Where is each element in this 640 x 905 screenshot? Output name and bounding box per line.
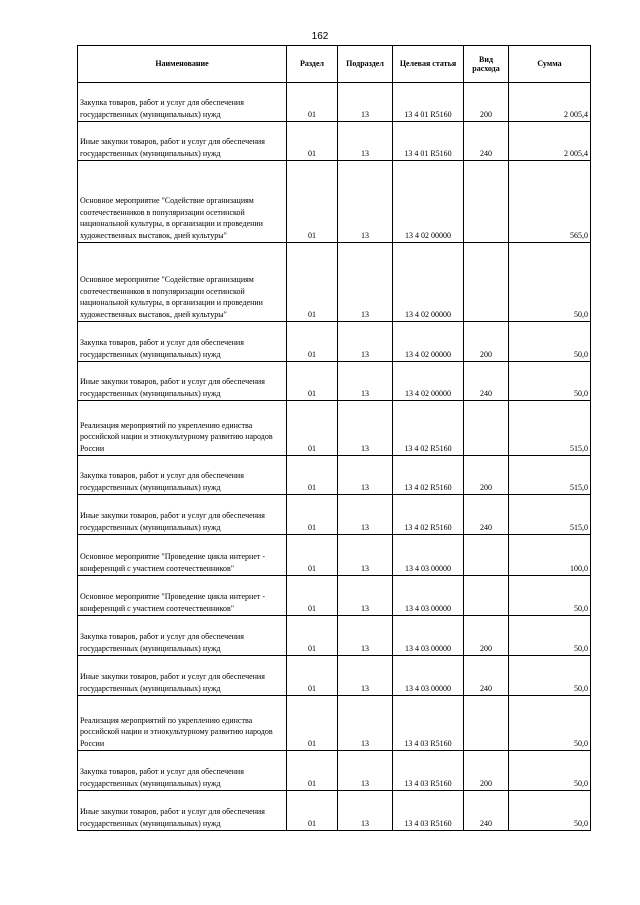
table-row bbox=[78, 791, 591, 831]
cell-expense: 240 bbox=[464, 791, 509, 831]
cell-target: 13 4 02 R5160 bbox=[393, 495, 464, 535]
cell-name: Закупка товаров, работ и услуг для обеспечения государственных (муниципальных) нужд bbox=[78, 616, 287, 656]
cell-name: Закупка товаров, работ и услуг для обеспечения государственных (муниципальных) нужд bbox=[78, 751, 287, 791]
cell-subsection: 13 bbox=[338, 616, 393, 656]
cell-target: 13 4 02 00000 bbox=[393, 161, 464, 243]
cell-sum: 50,0 bbox=[509, 751, 591, 791]
cell-subsection: 13 bbox=[338, 751, 393, 791]
cell-subsection: 13 bbox=[338, 243, 393, 322]
cell-expense: 200 bbox=[464, 616, 509, 656]
cell-section: 01 bbox=[287, 122, 338, 161]
cell-section: 01 bbox=[287, 243, 338, 322]
cell-sum: 2 005,4 bbox=[509, 83, 591, 122]
cell-section: 01 bbox=[287, 495, 338, 535]
cell-target: 13 4 01 R5160 bbox=[393, 122, 464, 161]
cell-section: 01 bbox=[287, 362, 338, 401]
cell-target: 13 4 03 00000 bbox=[393, 656, 464, 696]
cell-section: 01 bbox=[287, 83, 338, 122]
cell-target: 13 4 03 R5160 bbox=[393, 791, 464, 831]
cell-subsection: 13 bbox=[338, 791, 393, 831]
budget-table bbox=[77, 45, 591, 831]
cell-subsection: 13 bbox=[338, 83, 393, 122]
cell-sum: 50,0 bbox=[509, 322, 591, 362]
cell-target: 13 4 02 00000 bbox=[393, 322, 464, 362]
table-row bbox=[78, 495, 591, 535]
cell-target: 13 4 01 R5160 bbox=[393, 83, 464, 122]
cell-sum: 50,0 bbox=[509, 576, 591, 616]
table-row bbox=[78, 243, 591, 322]
cell-target: 13 4 03 00000 bbox=[393, 576, 464, 616]
cell-name: Реализация мероприятий по укреплению единства российской нации и этнокультурному развитию народов России bbox=[78, 401, 287, 456]
table-row bbox=[78, 161, 591, 243]
cell-section: 01 bbox=[287, 751, 338, 791]
cell-name: Реализация мероприятий по укреплению единства российской нации и этнокультурному развитию народов России bbox=[78, 696, 287, 751]
cell-section: 01 bbox=[287, 616, 338, 656]
cell-subsection: 13 bbox=[338, 322, 393, 362]
cell-subsection: 13 bbox=[338, 122, 393, 161]
table-row bbox=[78, 616, 591, 656]
table-row bbox=[78, 122, 591, 161]
header-target: Целевая статья bbox=[393, 46, 464, 83]
cell-sum: 50,0 bbox=[509, 696, 591, 751]
cell-section: 01 bbox=[287, 161, 338, 243]
cell-expense: 200 bbox=[464, 456, 509, 495]
cell-target: 13 4 03 R5160 bbox=[393, 751, 464, 791]
cell-subsection: 13 bbox=[338, 696, 393, 751]
cell-expense: 240 bbox=[464, 656, 509, 696]
cell-expense: 240 bbox=[464, 362, 509, 401]
table-row bbox=[78, 535, 591, 576]
table-row bbox=[78, 751, 591, 791]
table-row bbox=[78, 362, 591, 401]
cell-subsection: 13 bbox=[338, 456, 393, 495]
cell-name: Иные закупки товаров, работ и услуг для обеспечения государственных (муниципальных) нужд bbox=[78, 495, 287, 535]
cell-sum: 2 005,4 bbox=[509, 122, 591, 161]
cell-section: 01 bbox=[287, 696, 338, 751]
cell-name: Иные закупки товаров, работ и услуг для обеспечения государственных (муниципальных) нужд bbox=[78, 362, 287, 401]
cell-target: 13 4 03 00000 bbox=[393, 535, 464, 576]
cell-section: 01 bbox=[287, 535, 338, 576]
cell-name: Иные закупки товаров, работ и услуг для обеспечения государственных (муниципальных) нужд bbox=[78, 122, 287, 161]
cell-expense bbox=[464, 243, 509, 322]
header-row bbox=[78, 46, 591, 83]
cell-target: 13 4 03 R5160 bbox=[393, 696, 464, 751]
cell-sum: 565,0 bbox=[509, 161, 591, 243]
cell-sum: 50,0 bbox=[509, 616, 591, 656]
cell-sum: 50,0 bbox=[509, 791, 591, 831]
cell-sum: 50,0 bbox=[509, 656, 591, 696]
cell-subsection: 13 bbox=[338, 161, 393, 243]
header-expense: Вид расхода bbox=[464, 46, 509, 83]
table-row bbox=[78, 696, 591, 751]
cell-target: 13 4 02 00000 bbox=[393, 362, 464, 401]
cell-subsection: 13 bbox=[338, 576, 393, 616]
header-sum: Сумма bbox=[509, 46, 591, 83]
cell-section: 01 bbox=[287, 456, 338, 495]
header-name: Наименование bbox=[78, 46, 287, 83]
cell-name: Основное мероприятие "Содействие организациям соотечественников в популяризации осетинской национальной культуры, в организации и проведении художественных выставок, дней культуры" bbox=[78, 161, 287, 243]
cell-sum: 50,0 bbox=[509, 362, 591, 401]
table-row bbox=[78, 576, 591, 616]
cell-expense bbox=[464, 401, 509, 456]
cell-section: 01 bbox=[287, 576, 338, 616]
cell-name: Иные закупки товаров, работ и услуг для обеспечения государственных (муниципальных) нужд bbox=[78, 656, 287, 696]
cell-section: 01 bbox=[287, 401, 338, 456]
header-subsection: Подраздел bbox=[338, 46, 393, 83]
table-row bbox=[78, 322, 591, 362]
cell-sum: 50,0 bbox=[509, 243, 591, 322]
cell-expense bbox=[464, 535, 509, 576]
cell-sum: 515,0 bbox=[509, 456, 591, 495]
cell-subsection: 13 bbox=[338, 535, 393, 576]
table-row bbox=[78, 656, 591, 696]
header-section: Раздел bbox=[287, 46, 338, 83]
cell-name: Закупка товаров, работ и услуг для обеспечения государственных (муниципальных) нужд bbox=[78, 322, 287, 362]
cell-subsection: 13 bbox=[338, 656, 393, 696]
cell-section: 01 bbox=[287, 656, 338, 696]
table-row bbox=[78, 401, 591, 456]
cell-name: Закупка товаров, работ и услуг для обеспечения государственных (муниципальных) нужд bbox=[78, 83, 287, 122]
table-body bbox=[78, 83, 591, 831]
cell-name: Основное мероприятие "Содействие организациям соотечественников в популяризации осетинской национальной культуры, в организации и проведении художественных выставок, дней культуры" bbox=[78, 243, 287, 322]
cell-section: 01 bbox=[287, 791, 338, 831]
page-number: 162 bbox=[311, 31, 329, 42]
cell-section: 01 bbox=[287, 322, 338, 362]
cell-expense: 240 bbox=[464, 122, 509, 161]
cell-expense: 240 bbox=[464, 495, 509, 535]
cell-subsection: 13 bbox=[338, 362, 393, 401]
cell-sum: 100,0 bbox=[509, 535, 591, 576]
cell-expense: 200 bbox=[464, 322, 509, 362]
table-row bbox=[78, 83, 591, 122]
cell-sum: 515,0 bbox=[509, 495, 591, 535]
cell-expense bbox=[464, 161, 509, 243]
cell-expense: 200 bbox=[464, 83, 509, 122]
cell-subsection: 13 bbox=[338, 401, 393, 456]
cell-name: Закупка товаров, работ и услуг для обеспечения государственных (муниципальных) нужд bbox=[78, 456, 287, 495]
table-row bbox=[78, 456, 591, 495]
cell-name: Иные закупки товаров, работ и услуг для обеспечения государственных (муниципальных) нужд bbox=[78, 791, 287, 831]
cell-name: Основное мероприятие "Проведение цикла интернет - конференций с участием соотечественников" bbox=[78, 535, 287, 576]
cell-target: 13 4 02 R5160 bbox=[393, 456, 464, 495]
cell-target: 13 4 02 R5160 bbox=[393, 401, 464, 456]
cell-expense bbox=[464, 576, 509, 616]
cell-target: 13 4 02 00000 bbox=[393, 243, 464, 322]
cell-target: 13 4 03 00000 bbox=[393, 616, 464, 656]
cell-subsection: 13 bbox=[338, 495, 393, 535]
cell-expense bbox=[464, 696, 509, 751]
cell-expense: 200 bbox=[464, 751, 509, 791]
cell-sum: 515,0 bbox=[509, 401, 591, 456]
cell-name: Основное мероприятие "Проведение цикла интернет - конференций с участием соотечественников" bbox=[78, 576, 287, 616]
